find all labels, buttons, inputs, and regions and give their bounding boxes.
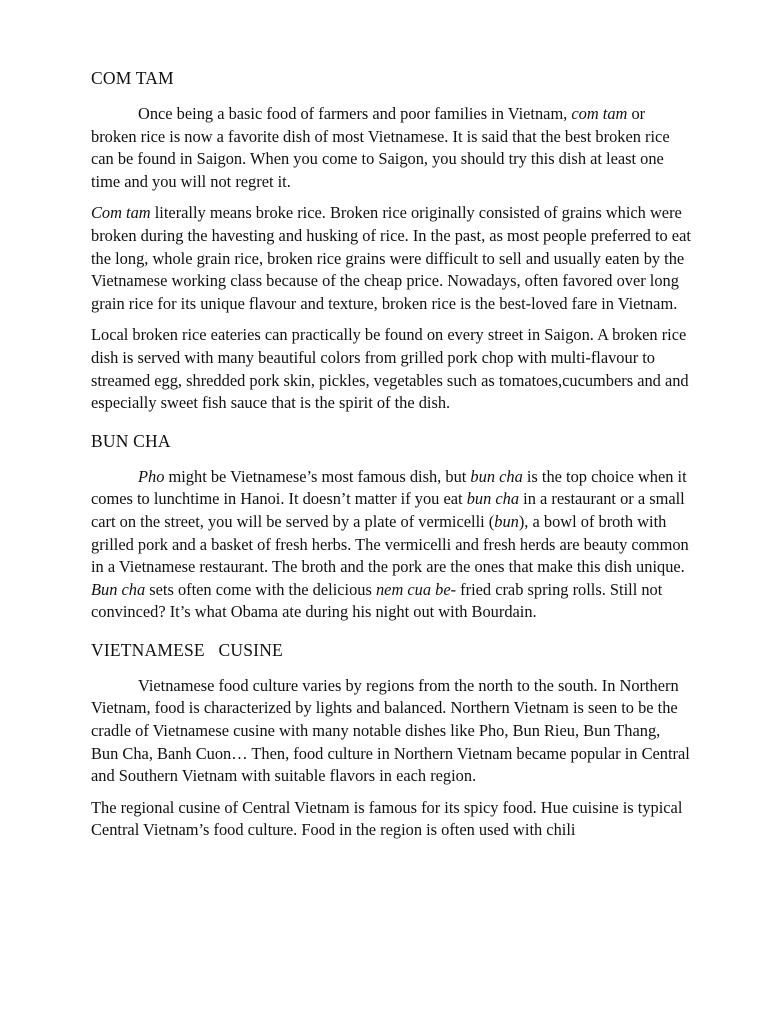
paragraph [91,675,691,788]
paragraph [91,797,691,842]
paragraph [91,202,691,315]
italic-text: com tam [571,104,628,123]
text-run: sets often come with the delicious [145,579,376,599]
text-run: is the top choice when it comes to lunchtime in Hanoi. It doesn’t matter if you eat [91,466,687,509]
text-run: or broken rice is now a favorite dish of most Vietnamese. It is said that the best broken rice can be found in Saigon. When you come to Saigon, you should try this dish at least one time and you will not regret it. [91,104,670,191]
italic-text: Com tam [91,203,151,223]
italic-text: bun [494,511,519,531]
italic-text: bun cha [466,489,520,509]
italic-text: bun cha [470,466,523,486]
paragraph [91,324,691,414]
italic-text: Bun cha [91,579,146,599]
text-run: Once being a basic food of farmers and poor families in Vietnam, [138,104,572,123]
paragraph [91,103,691,193]
text-run: might be Vietnamese’s most famous dish, but [164,466,471,486]
section-heading: COM TAM [91,68,174,88]
italic-text: nem cua be [375,579,451,599]
section-heading: VIETNAMESE CUSINE [91,639,283,660]
text-run: The regional cusine of Central Vietnam is famous for its spicy food. Hue cuisine is typical Central Vietnam’s food culture. Food in the region is often used with chili [91,797,683,840]
text-run: in a restaurant or a small cart on the street, you will be served by a plate of vermicelli ( [91,489,685,531]
text-run: - fried crab spring rolls. Still not convinced? It’s what Obama ate during his night out with Bourdain. [91,579,663,622]
section [91,66,691,415]
text-run: Vietnamese food culture varies by regions from the north to the south. In Northern Vietnam, food is characterized by lights and balanced. Northern Vietnam is seen to be the cradle of Vietnamese cusine with many notable dishes like Pho, Bun Rieu, Bun Thang, Bun Cha, Banh Cuon… Then, food culture in Northern Vietnam became popular in Central and Southern Vietnam with suitable flavors in each region. [91,675,690,786]
paragraph [91,466,691,624]
section [91,429,691,624]
section-heading: BUN CHA [91,430,171,451]
text-run: Local broken rice eateries can practically be found on every street in Saigon. A broken rice dish is served with many beautiful colors from grilled pork chop with multi-flavour to streamed egg, shredded pork skin, pickles, vegetables such as tomatoes,cucumbers and and especially sweet fish sauce that is the spirit of the dish. [91,325,689,413]
text-run: ), a bowl of broth with grilled pork and a basket of fresh herbs. The vermicelli and fresh herds are beauty common in a Vietnamese restaurant. The broth and the pork are the ones that make this dish unique. [91,511,689,577]
italic-text: Pho [138,466,165,486]
document-page [91,66,691,851]
text-run: literally means broke rice. Broken rice originally consisted of grains which were broken during the havesting and husking of rice. In the past, as most people preferred to eat the long, whole grain rice, broken rice grains were difficult to sell and usually eaten by the Vietnamese working class because of the cheap price. Nowadays, often favored over long grain rice for its unique flavour and texture, broken rice is the best-loved fare in Vietnam. [91,203,691,313]
section [91,638,691,842]
